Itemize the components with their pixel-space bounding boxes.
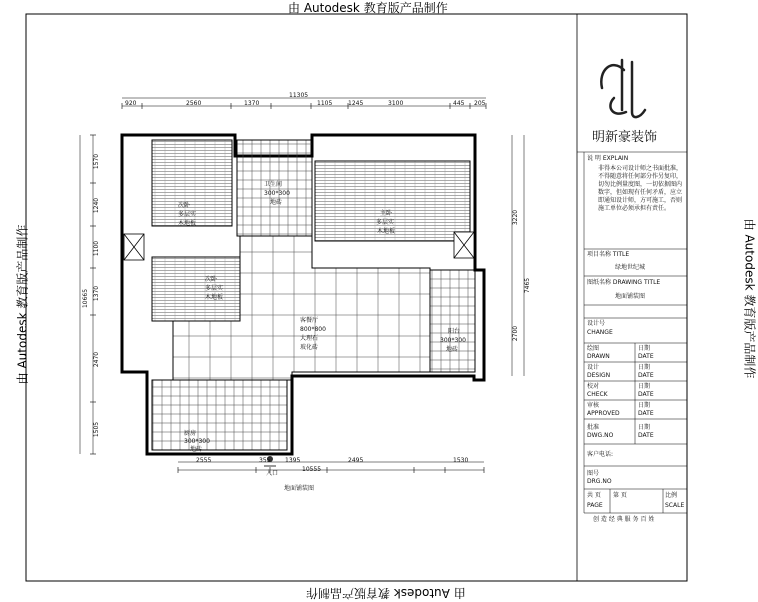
dim-top-total: 11305 [289, 92, 309, 99]
dim-left-1: 1240 [93, 197, 101, 214]
room-master-bedroom-mat: 多层实 [376, 219, 395, 226]
design-no-en: CHANGE [587, 329, 613, 336]
date-drawn-en: DATE [638, 353, 654, 360]
room-living-name: 客餐厅 [300, 317, 319, 324]
role-drawn-en: DRAWN [587, 353, 610, 360]
room-master-bedroom-mat2: 木地板 [377, 228, 396, 235]
dim-bottom-2: 1395 [285, 457, 301, 464]
room-living-mat: 800*800 [300, 326, 326, 333]
room-bedroom-2-name: 次卧 [178, 202, 191, 209]
role-ratify: 批准 [587, 424, 600, 431]
date-approved-en: DATE [638, 410, 654, 417]
dim-left-0: 1570 [93, 153, 101, 170]
room-bathroom-name: 卫生间 [264, 181, 283, 188]
dim-left-5: 1505 [93, 421, 101, 438]
room-master-bedroom-name: 主卧 [380, 210, 393, 217]
role-approved: 审核 [587, 402, 600, 409]
explain-text: 非得本公司设计师之书面批准，不得随意将任何部分作另复印，切勿比例量度图，一切依据图内数字，但如现有任何矛盾，应立即通知设计师，方可施工，否则施工单位必须承担有责任。 [598, 165, 683, 212]
dim-bottom-0: 2555 [196, 457, 212, 464]
dim-bottom-1: 355 [259, 457, 271, 464]
room-bedroom-3-name: 次卧 [205, 276, 218, 283]
page-label: 共 页 [587, 492, 601, 499]
scale-en: SCALE [665, 502, 685, 509]
entrance-label: 入口 [266, 470, 279, 477]
dim-top-4: 1245 [348, 100, 364, 107]
room-kitchen-mat: 300*300 [184, 438, 210, 445]
room-kitchen-name: 厨房 [184, 430, 197, 437]
watermark-left: 由 Autodesk 教育版产品制作 [15, 224, 30, 385]
room-kitchen-mat2: 地砖 [190, 446, 203, 453]
room-living-mat3: 玻化砖 [300, 344, 319, 351]
company-name: 明新豪装饰 [592, 130, 658, 145]
room-bedroom-3-mat: 多层实 [205, 285, 224, 292]
date-ratify-en: DATE [638, 432, 654, 439]
date-design-en: DATE [638, 372, 654, 379]
role-drawn: 绘图 [587, 345, 600, 352]
design-no-label: 设计号 [587, 320, 606, 327]
dim-top-5: 3100 [388, 100, 404, 107]
title-block-footer: 创 造 经 典 服 务 百 姓 [593, 516, 655, 523]
dim-bottom-4: 1530 [453, 457, 469, 464]
date-ratify: 日期 [638, 424, 651, 431]
drawing-label: 图纸名称 DRAWING TITLE [587, 279, 661, 286]
dim-right-0: 3220 [512, 209, 520, 226]
role-ratify-en: DWG.NO [587, 432, 614, 439]
dim-left-2: 1100 [93, 240, 101, 257]
room-bedroom-3-mat2: 木地板 [205, 294, 224, 301]
page-en: PAGE [587, 502, 603, 509]
watermark-bottom: 由 Autodesk 教育版产品制作 [306, 586, 466, 600]
role-approved-en: APPROVED [587, 410, 620, 417]
dim-top-2: 1370 [244, 100, 260, 107]
dim-top-0: 920 [125, 100, 137, 107]
plan-caption: 地面铺装图 [284, 485, 315, 492]
dim-bottom-total: 10555 [302, 466, 322, 473]
project-value: 绿地世纪城 [615, 264, 646, 271]
watermark-top: 由 Autodesk 教育版产品制作 [288, 1, 448, 15]
room-balcony-mat2: 地砖 [446, 346, 459, 353]
date-check: 日期 [638, 383, 651, 390]
room-bathroom-mat: 300*300 [264, 190, 290, 197]
dim-left-3: 1370 [93, 285, 101, 302]
dim-left-4: 2470 [93, 351, 101, 368]
role-design-en: DESIGN [587, 372, 611, 379]
room-living-mat2: 大理石 [300, 335, 319, 342]
drawing-no-label: 图号 [587, 470, 600, 477]
role-check-en: CHECK [587, 391, 608, 398]
company-logo [601, 60, 645, 117]
explain-label: 说 明 EXPLAIN [587, 155, 629, 162]
date-drawn: 日期 [638, 345, 651, 352]
date-design: 日期 [638, 364, 651, 371]
dim-bottom-3: 2495 [348, 457, 364, 464]
dim-right-1: 2700 [512, 325, 520, 342]
dim-top-3: 1105 [317, 100, 333, 107]
dim-right-total: 7465 [524, 277, 532, 294]
date-approved: 日期 [638, 402, 651, 409]
drawing-no-en: DRG.NO [587, 478, 612, 485]
project-label: 项目名称 TITLE [587, 251, 630, 258]
dim-top-6: 445 [453, 100, 465, 107]
dim-left-total: 10665 [82, 288, 90, 309]
client-phone-label: 客户电话: [587, 451, 614, 458]
room-balcony-mat: 300*300 [440, 337, 466, 344]
role-design: 设计 [587, 364, 600, 371]
room-bedroom-2-mat2: 木地板 [178, 220, 197, 227]
floor-plan [80, 98, 524, 473]
room-bedroom-2-mat: 多层实 [178, 211, 197, 218]
watermark-right: 由 Autodesk 教育版产品制作 [742, 218, 757, 379]
room-balcony-name: 阳台 [448, 328, 461, 335]
role-check: 校对 [587, 383, 600, 390]
dim-top-1: 2560 [186, 100, 202, 107]
page-label-2: 第 页 [613, 492, 627, 499]
room-bathroom-mat2: 地砖 [270, 199, 283, 206]
date-check-en: DATE [638, 391, 654, 398]
drawing-value: 地面铺装图 [615, 293, 646, 300]
scale-label: 比例 [665, 492, 678, 499]
dim-top-7: 205 [474, 100, 486, 107]
